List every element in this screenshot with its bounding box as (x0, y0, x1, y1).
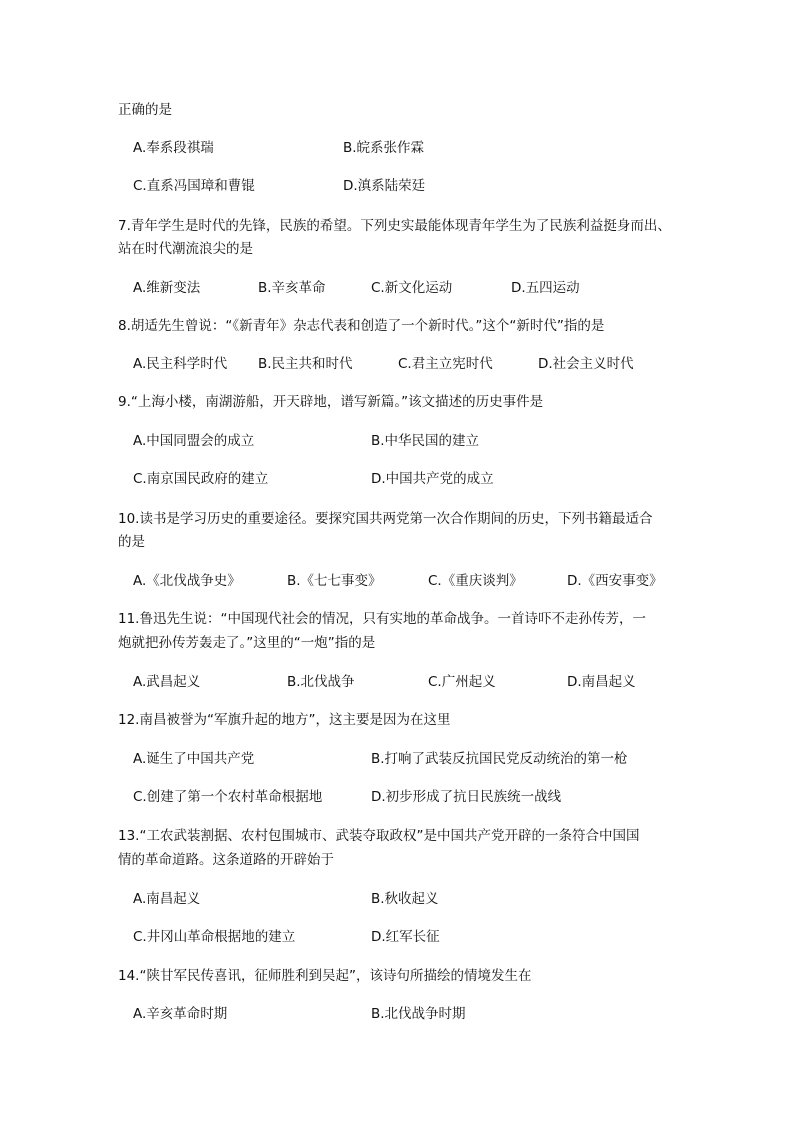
q14-option-b: B.北伐战争时期 (371, 1006, 466, 1022)
q12-option-d: D.初步形成了抗日民族统一战线 (371, 789, 562, 805)
q13-option-d: D.红军长征 (371, 929, 440, 945)
q8-option-a: A.民主科学时代 (133, 356, 228, 372)
q8-option-b: B.民主共和时代 (258, 356, 353, 372)
q7-option-b: B.辛亥革命 (258, 280, 326, 296)
q7-option-a: A.维新变法 (133, 280, 201, 296)
q14-option-a: A.辛亥革命时期 (133, 1006, 228, 1022)
q13-option-a: A.南昌起义 (133, 891, 201, 907)
q13-stem-line2: 情的革命道路。这条道路的开辟始于 (118, 852, 334, 868)
q11-option-d: D.南昌起义 (567, 674, 636, 690)
q11-option-b: B.北伐战争 (287, 674, 355, 690)
q9-stem: 9.“上海小楼，南湖游船，开天辟地，谱写新篇。”该文描述的历史事件是 (118, 394, 544, 410)
q8-option-c: C.君主立宪时代 (398, 356, 493, 372)
q11-stem-line2: 炮就把孙传芳轰走了。”这里的“一炮”指的是 (118, 635, 376, 651)
q10-option-c: C.《重庆谈判》 (428, 573, 523, 589)
q7-option-c: C.新文化运动 (371, 280, 453, 296)
q6-option-c: C.直系冯国璋和曹锟 (133, 178, 255, 194)
q10-option-b: B.《七七事变》 (287, 573, 382, 589)
q11-option-c: C.广州起义 (428, 674, 496, 690)
q6-option-d: D.滇系陆荣廷 (343, 178, 426, 194)
q9-option-c: C.南京国民政府的建立 (133, 471, 269, 487)
q6-option-a: A.奉系段祺瑞 (133, 140, 214, 156)
q10-option-d: D.《西安事变》 (567, 573, 663, 589)
q11-stem-line1: 11.鲁迅先生说：“中国现代社会的情况，只有实地的革命战争。一首诗吓不走孙传芳，一 (118, 611, 646, 627)
q8-stem: 8.胡适先生曾说：“《新青年》杂志代表和创造了一个新时代。”这个“新时代”指的是 (118, 318, 605, 334)
q7-option-d: D.五四运动 (511, 280, 580, 296)
q13-option-c: C.井冈山革命根据地的建立 (133, 929, 296, 945)
intro-text: 正确的是 (118, 102, 172, 118)
q10-stem-line2: 的是 (118, 534, 145, 550)
q10-option-a: A.《北伐战争史》 (133, 573, 241, 589)
q10-stem-line1: 10.读书是学习历史的重要途径。要探究国共两党第一次合作期间的历史，下列书籍最适合 (118, 511, 653, 527)
q12-option-a: A.诞生了中国共产党 (133, 751, 255, 767)
q13-stem-line1: 13.“工农武装割据、农村包围城市、武装夺取政权”是中国共产党开辟的一条符合中国国 (118, 828, 640, 844)
q7-stem-line1: 7.青年学生是时代的先锋，民族的希望。下列史实最能体现青年学生为了民族利益挺身而出、 (118, 218, 671, 234)
q12-option-b: B.打响了武装反抗国民党反动统治的第一枪 (371, 751, 628, 767)
q12-stem: 12.南昌被誉为“军旗升起的地方”，这主要是因为在这里 (118, 712, 451, 728)
q9-option-a: A.中国同盟会的成立 (133, 433, 255, 449)
q9-option-d: D.中国共产党的成立 (371, 471, 494, 487)
q14-stem: 14.“陕甘军民传喜讯，征师胜利到吴起”，该诗句所描绘的情境发生在 (118, 968, 532, 984)
q9-option-b: B.中华民国的建立 (371, 433, 480, 449)
q11-option-a: A.武昌起义 (133, 674, 201, 690)
q7-stem-line2: 站在时代潮流浪尖的是 (118, 241, 253, 257)
q6-option-b: B.皖系张作霖 (343, 140, 425, 156)
q13-option-b: B.秋收起义 (371, 891, 439, 907)
q12-option-c: C.创建了第一个农村革命根据地 (133, 789, 323, 805)
q8-option-d: D.社会主义时代 (538, 356, 634, 372)
